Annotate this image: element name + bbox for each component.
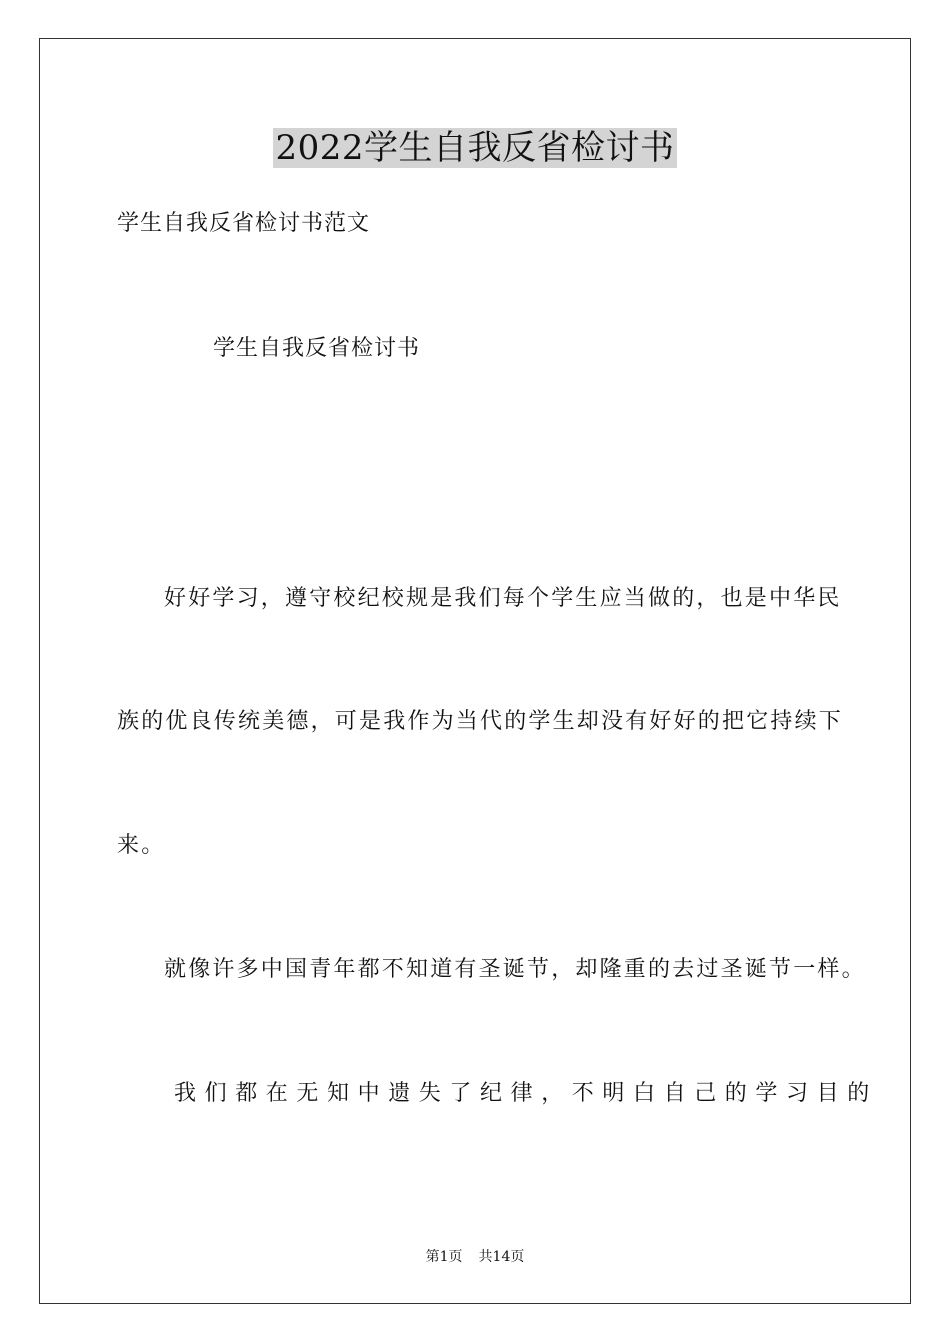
body-line: 族的优良传统美德，可是我作为当代的学生却没有好好的把它持续下 — [117, 709, 844, 734]
document-subtitle: 学生自我反省检讨书范文 — [117, 211, 371, 236]
page-footer — [0, 1247, 950, 1267]
body-line: 就像许多中国青年都不知道有圣诞节，却隆重的去过圣诞节一样。 — [164, 957, 866, 982]
body-line: 来。 — [117, 833, 166, 858]
section-heading: 学生自我反省检讨书 — [213, 336, 421, 361]
page-number: 第1页 — [425, 1249, 463, 1265]
document-title-text: 2022学生自我反省检讨书 — [275, 128, 675, 168]
document-title — [0, 122, 950, 174]
body-line: 好好学习，遵守校纪校规是我们每个学生应当做的，也是中华民 — [164, 586, 842, 611]
page-count: 共14页 — [478, 1249, 525, 1265]
body-line: 我们都在无知中遗失了纪律，不明白自己的学习目的 — [174, 1081, 878, 1106]
